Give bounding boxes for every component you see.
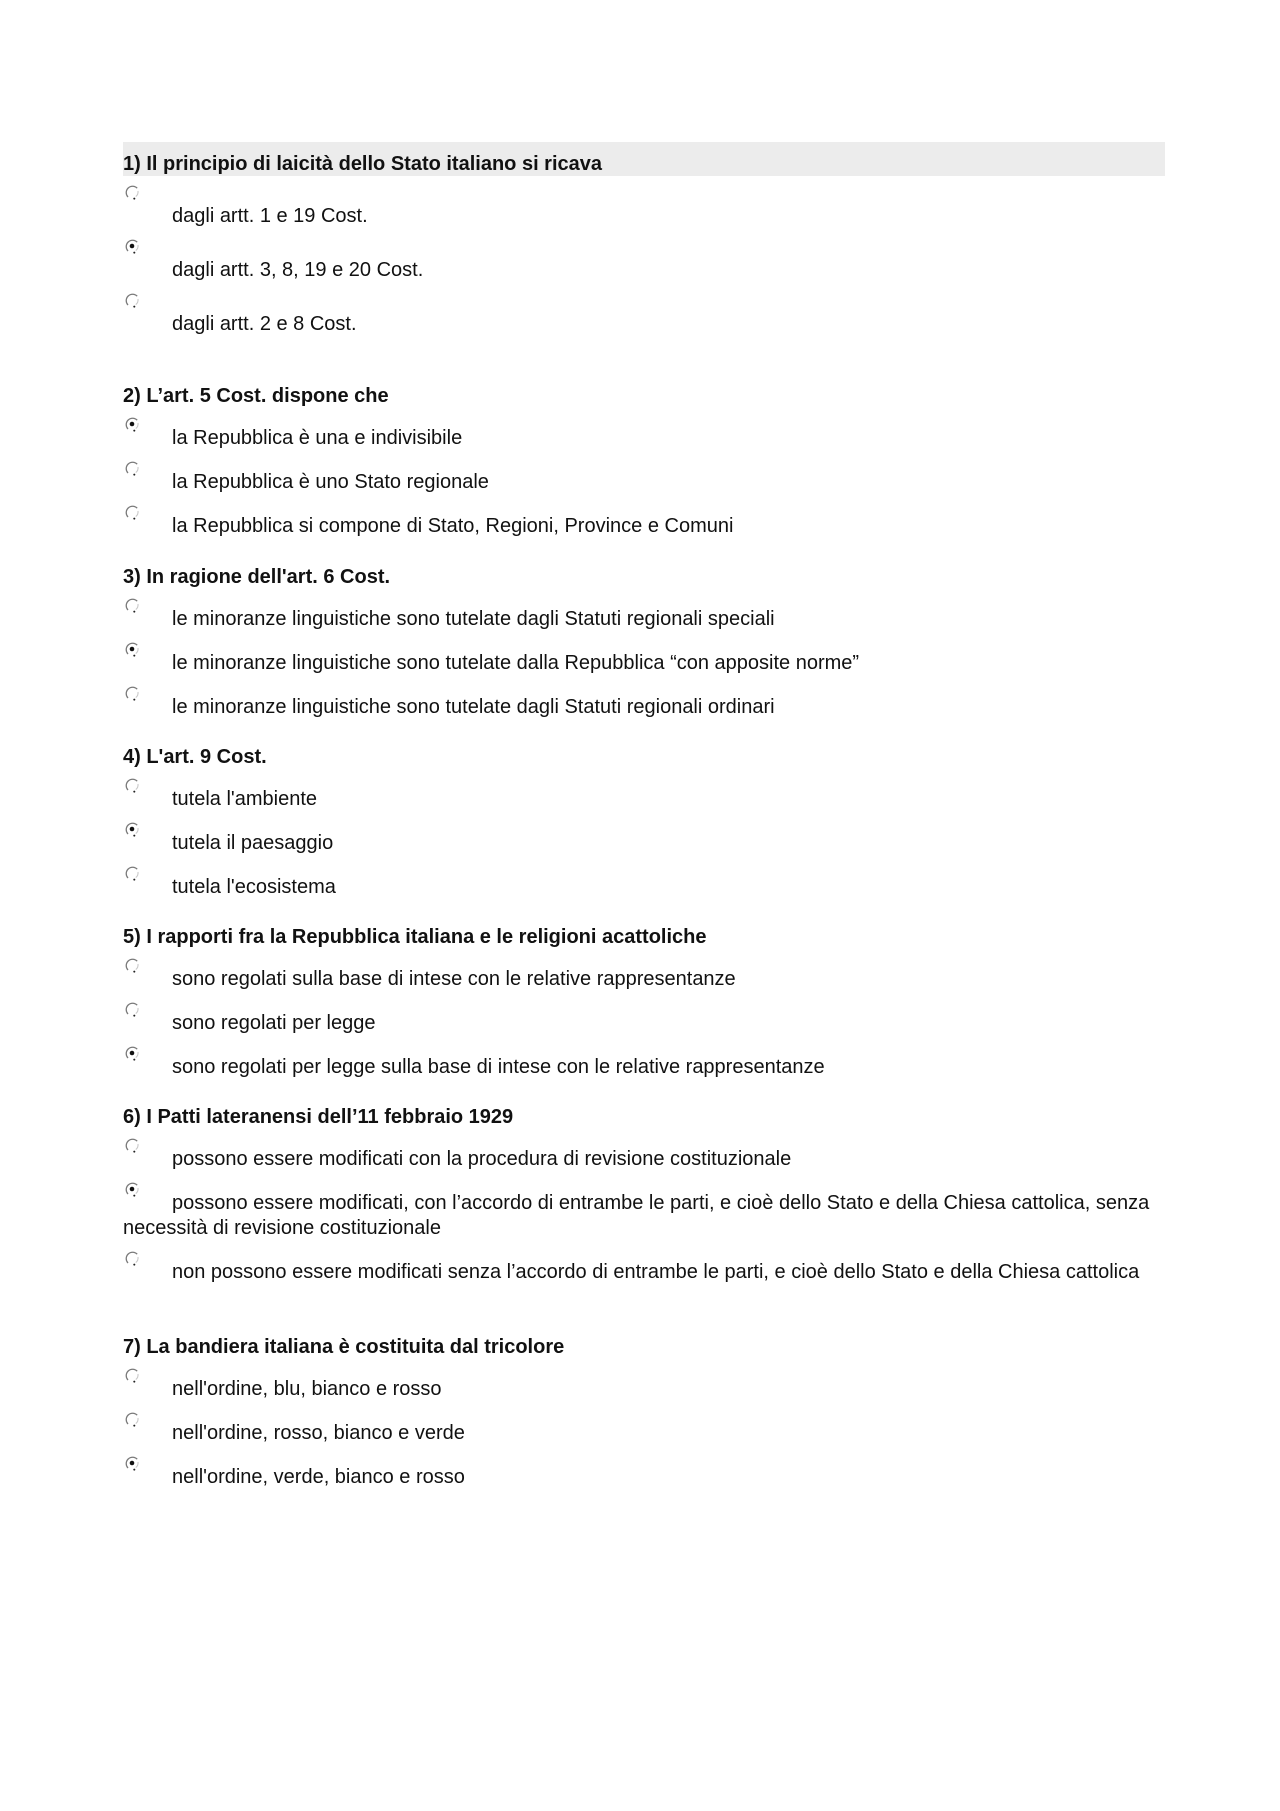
question-3 bbox=[123, 555, 1165, 718]
option-label: non possono essere modificati senza l’accordo di entrambe le parti, e cioè dello Stato e della Chiesa cattolica bbox=[172, 1261, 1140, 1283]
radio-button-icon[interactable] bbox=[124, 1455, 140, 1471]
option-label: nell'ordine, blu, bianco e rosso bbox=[172, 1378, 442, 1400]
option-label: la Repubblica è una e indivisibile bbox=[172, 427, 463, 449]
option-label: tutela il paesaggio bbox=[172, 832, 334, 854]
option[interactable] bbox=[123, 957, 1165, 992]
radio-button-icon[interactable] bbox=[124, 1045, 140, 1061]
option-label: tutela l'ambiente bbox=[172, 788, 318, 810]
option-label: le minoranze linguistiche sono tutelate dalla Repubblica “con apposite norme” bbox=[172, 652, 860, 674]
option[interactable] bbox=[123, 777, 1165, 812]
radio-button-icon[interactable] bbox=[124, 1250, 140, 1266]
radio-button-icon[interactable] bbox=[124, 416, 140, 432]
radio-button-icon[interactable] bbox=[124, 1181, 140, 1197]
radio-button-icon[interactable] bbox=[124, 821, 140, 837]
option-label: sono regolati per legge bbox=[172, 1012, 376, 1034]
radio-button-icon[interactable] bbox=[124, 777, 140, 793]
question-title: 3) In ragione dell'art. 6 Cost. bbox=[123, 566, 391, 588]
option[interactable] bbox=[123, 1181, 1165, 1241]
radio-button-icon[interactable] bbox=[124, 1137, 140, 1153]
option[interactable] bbox=[123, 1001, 1165, 1036]
option[interactable] bbox=[123, 1137, 1165, 1172]
radio-button-icon[interactable] bbox=[124, 504, 140, 520]
option[interactable] bbox=[123, 685, 1165, 720]
option[interactable] bbox=[123, 1455, 1165, 1490]
question-1 bbox=[123, 142, 1165, 335]
option[interactable] bbox=[123, 1250, 1165, 1285]
radio-button-icon[interactable] bbox=[124, 184, 140, 200]
option-label: tutela l'ecosistema bbox=[172, 876, 336, 898]
option-label: dagli artt. 3, 8, 19 e 20 Cost. bbox=[172, 259, 424, 281]
option-label: possono essere modificati, con l’accordo di entrambe le parti, e cioè dello Stato e della Chiesa cattolica, senza necessità di revisione costituzionale bbox=[123, 1192, 1150, 1239]
question-title: 2) L’art. 5 Cost. dispone che bbox=[123, 385, 389, 407]
option[interactable] bbox=[123, 1367, 1165, 1402]
option[interactable] bbox=[123, 821, 1165, 856]
radio-button-icon[interactable] bbox=[124, 957, 140, 973]
option-label: dagli artt. 2 e 8 Cost. bbox=[172, 313, 357, 335]
option-label: dagli artt. 1 e 19 Cost. bbox=[172, 205, 368, 227]
option-label: sono regolati sulla base di intese con le relative rappresentanze bbox=[172, 968, 736, 990]
option[interactable] bbox=[123, 238, 1165, 283]
option[interactable] bbox=[123, 597, 1165, 632]
radio-button-icon[interactable] bbox=[124, 1001, 140, 1017]
option[interactable] bbox=[123, 416, 1165, 451]
question-title: 7) La bandiera italiana è costituita dal tricolore bbox=[123, 1336, 565, 1358]
option-label: nell'ordine, verde, bianco e rosso bbox=[172, 1466, 465, 1488]
option[interactable] bbox=[123, 1411, 1165, 1446]
question-title: 6) I Patti lateranensi dell’11 febbraio 1929 bbox=[123, 1106, 514, 1128]
radio-button-icon[interactable] bbox=[124, 597, 140, 613]
option-label: le minoranze linguistiche sono tutelate dagli Statuti regionali ordinari bbox=[172, 696, 775, 718]
radio-button-icon[interactable] bbox=[124, 238, 140, 254]
radio-button-icon[interactable] bbox=[124, 292, 140, 308]
radio-button-icon[interactable] bbox=[124, 641, 140, 657]
option[interactable] bbox=[123, 504, 1165, 539]
option[interactable] bbox=[123, 641, 1165, 676]
option-label: le minoranze linguistiche sono tutelate dagli Statuti regionali speciali bbox=[172, 608, 775, 630]
question-5 bbox=[123, 915, 1165, 1078]
option[interactable] bbox=[123, 292, 1165, 337]
question-6 bbox=[123, 1095, 1165, 1283]
question-4 bbox=[123, 735, 1165, 898]
option[interactable] bbox=[123, 865, 1165, 900]
option[interactable] bbox=[123, 1045, 1165, 1080]
question-title: 5) I rapporti fra la Repubblica italiana e le religioni acattoliche bbox=[123, 926, 707, 948]
option-label: nell'ordine, rosso, bianco e verde bbox=[172, 1422, 465, 1444]
question-7 bbox=[123, 1325, 1165, 1488]
option[interactable] bbox=[123, 184, 1165, 229]
question-title: 1) Il principio di laicità dello Stato italiano si ricava bbox=[123, 142, 1165, 176]
option-label: la Repubblica si compone di Stato, Regioni, Province e Comuni bbox=[172, 515, 734, 537]
radio-button-icon[interactable] bbox=[124, 1411, 140, 1427]
option-label: sono regolati per legge sulla base di intese con le relative rappresentanze bbox=[172, 1056, 825, 1078]
radio-button-icon[interactable] bbox=[124, 1367, 140, 1383]
radio-button-icon[interactable] bbox=[124, 865, 140, 881]
radio-button-icon[interactable] bbox=[124, 685, 140, 701]
radio-button-icon[interactable] bbox=[124, 460, 140, 476]
question-title: 4) L'art. 9 Cost. bbox=[123, 746, 267, 768]
question-2 bbox=[123, 374, 1165, 537]
option-label: la Repubblica è uno Stato regionale bbox=[172, 471, 489, 493]
option-label: possono essere modificati con la procedura di revisione costituzionale bbox=[172, 1148, 792, 1170]
option[interactable] bbox=[123, 460, 1165, 495]
